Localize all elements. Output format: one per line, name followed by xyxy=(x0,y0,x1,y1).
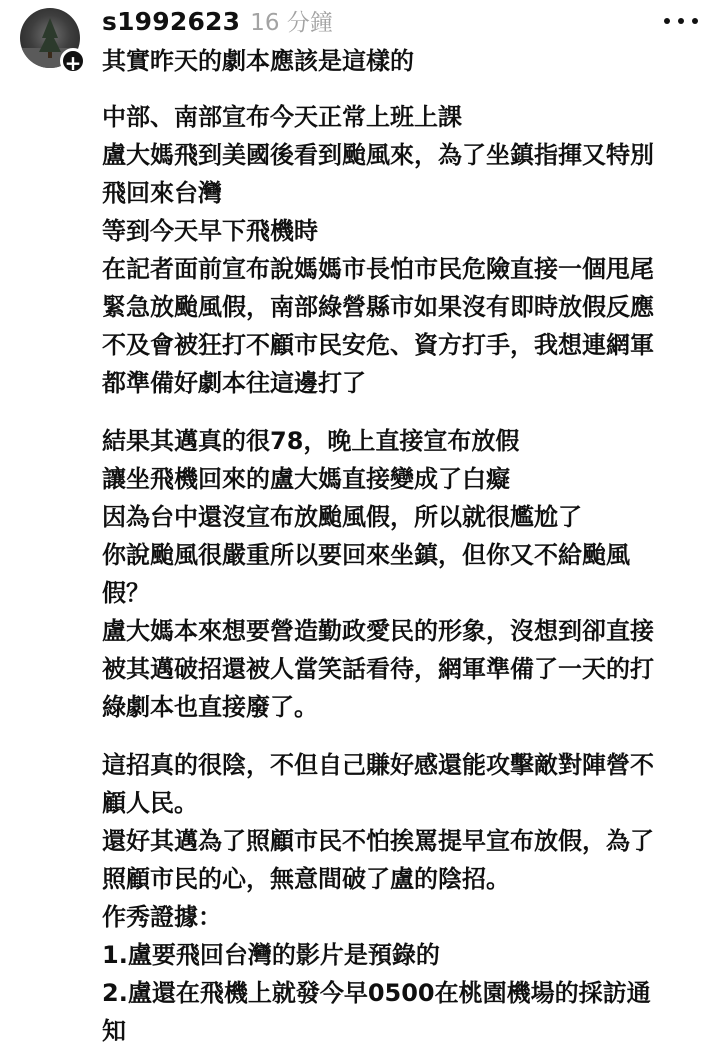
paragraph-2 xyxy=(102,422,702,726)
text-line: 結果其邁真的很78，晚上直接宣布放假 xyxy=(102,427,520,455)
paragraph-gap xyxy=(102,726,702,746)
text-line: 這招真的很陰，不但自己賺好感還能攻擊敵對陣營不 xyxy=(102,751,654,779)
paragraph-1 xyxy=(102,98,702,402)
text-line: 中部、南部宣布今天正常上班上課 xyxy=(102,103,462,131)
post-header xyxy=(102,4,333,36)
text-line: 都準備好劇本往這邊打了 xyxy=(102,369,366,397)
text-line: 在記者面前宣布說媽媽市長怕市民危險直接一個甩尾 xyxy=(102,255,654,283)
text-line: 讓坐飛機回來的盧大媽直接變成了白癡 xyxy=(102,465,510,493)
text-line: 因為台中還沒宣布放颱風假，所以就很尷尬了 xyxy=(102,503,582,531)
text-line: 照顧市民的心，無意間破了盧的陰招。 xyxy=(102,865,510,893)
username[interactable]: s1992623 xyxy=(102,7,241,36)
text-line: 作秀證據： xyxy=(102,903,222,931)
text-line: 1.盧要飛回台灣的影片是預錄的 xyxy=(102,941,440,969)
timestamp: 16 分鐘 xyxy=(250,10,333,36)
text-line: 盧大媽本來想要營造勤政愛民的形象，沒想到卻直接 xyxy=(102,617,654,645)
text-line: 等到今天早下飛機時 xyxy=(102,217,318,245)
text-line: 還好其邁為了照顧市民不怕挨罵提早宣布放假，為了 xyxy=(102,827,654,855)
paragraph-gap xyxy=(102,402,702,422)
text-line: 緊急放颱風假，南部綠營縣市如果沒有即時放假反應 xyxy=(102,293,654,321)
text-line: 你說颱風很嚴重所以要回來坐鎮，但你又不給颱風 xyxy=(102,541,630,569)
follow-plus-icon[interactable]: + xyxy=(60,48,86,74)
text-line: 被其邁破招還被人當笑話看待，網軍準備了一天的打 xyxy=(102,655,654,683)
more-dot xyxy=(692,18,698,24)
post-body xyxy=(102,42,702,1050)
text-line: 不及會被狂打不顧市民安危、資方打手，我想連網軍 xyxy=(102,331,654,359)
more-options-icon[interactable] xyxy=(664,8,698,34)
text-line: 顧人民。 xyxy=(102,789,198,817)
more-dot xyxy=(664,18,670,24)
paragraph-3 xyxy=(102,746,702,1050)
avatar-container[interactable] xyxy=(20,8,84,74)
text-line: 盧大媽飛到美國後看到颱風來，為了坐鎮指揮又特別 xyxy=(102,141,654,169)
text-line: 綠劇本也直接廢了。 xyxy=(102,693,318,721)
more-dot xyxy=(678,18,684,24)
text-line: 飛回來台灣 xyxy=(102,179,222,207)
paragraph-gap xyxy=(102,80,702,98)
text-line: 假？ xyxy=(102,579,150,607)
text-line: 知 xyxy=(102,1017,126,1045)
post-title-line: 其實昨天的劇本應該是這樣的 xyxy=(102,47,414,75)
text-line: 2.盧還在飛機上就發今早0500在桃園機場的採訪通 xyxy=(102,979,651,1007)
